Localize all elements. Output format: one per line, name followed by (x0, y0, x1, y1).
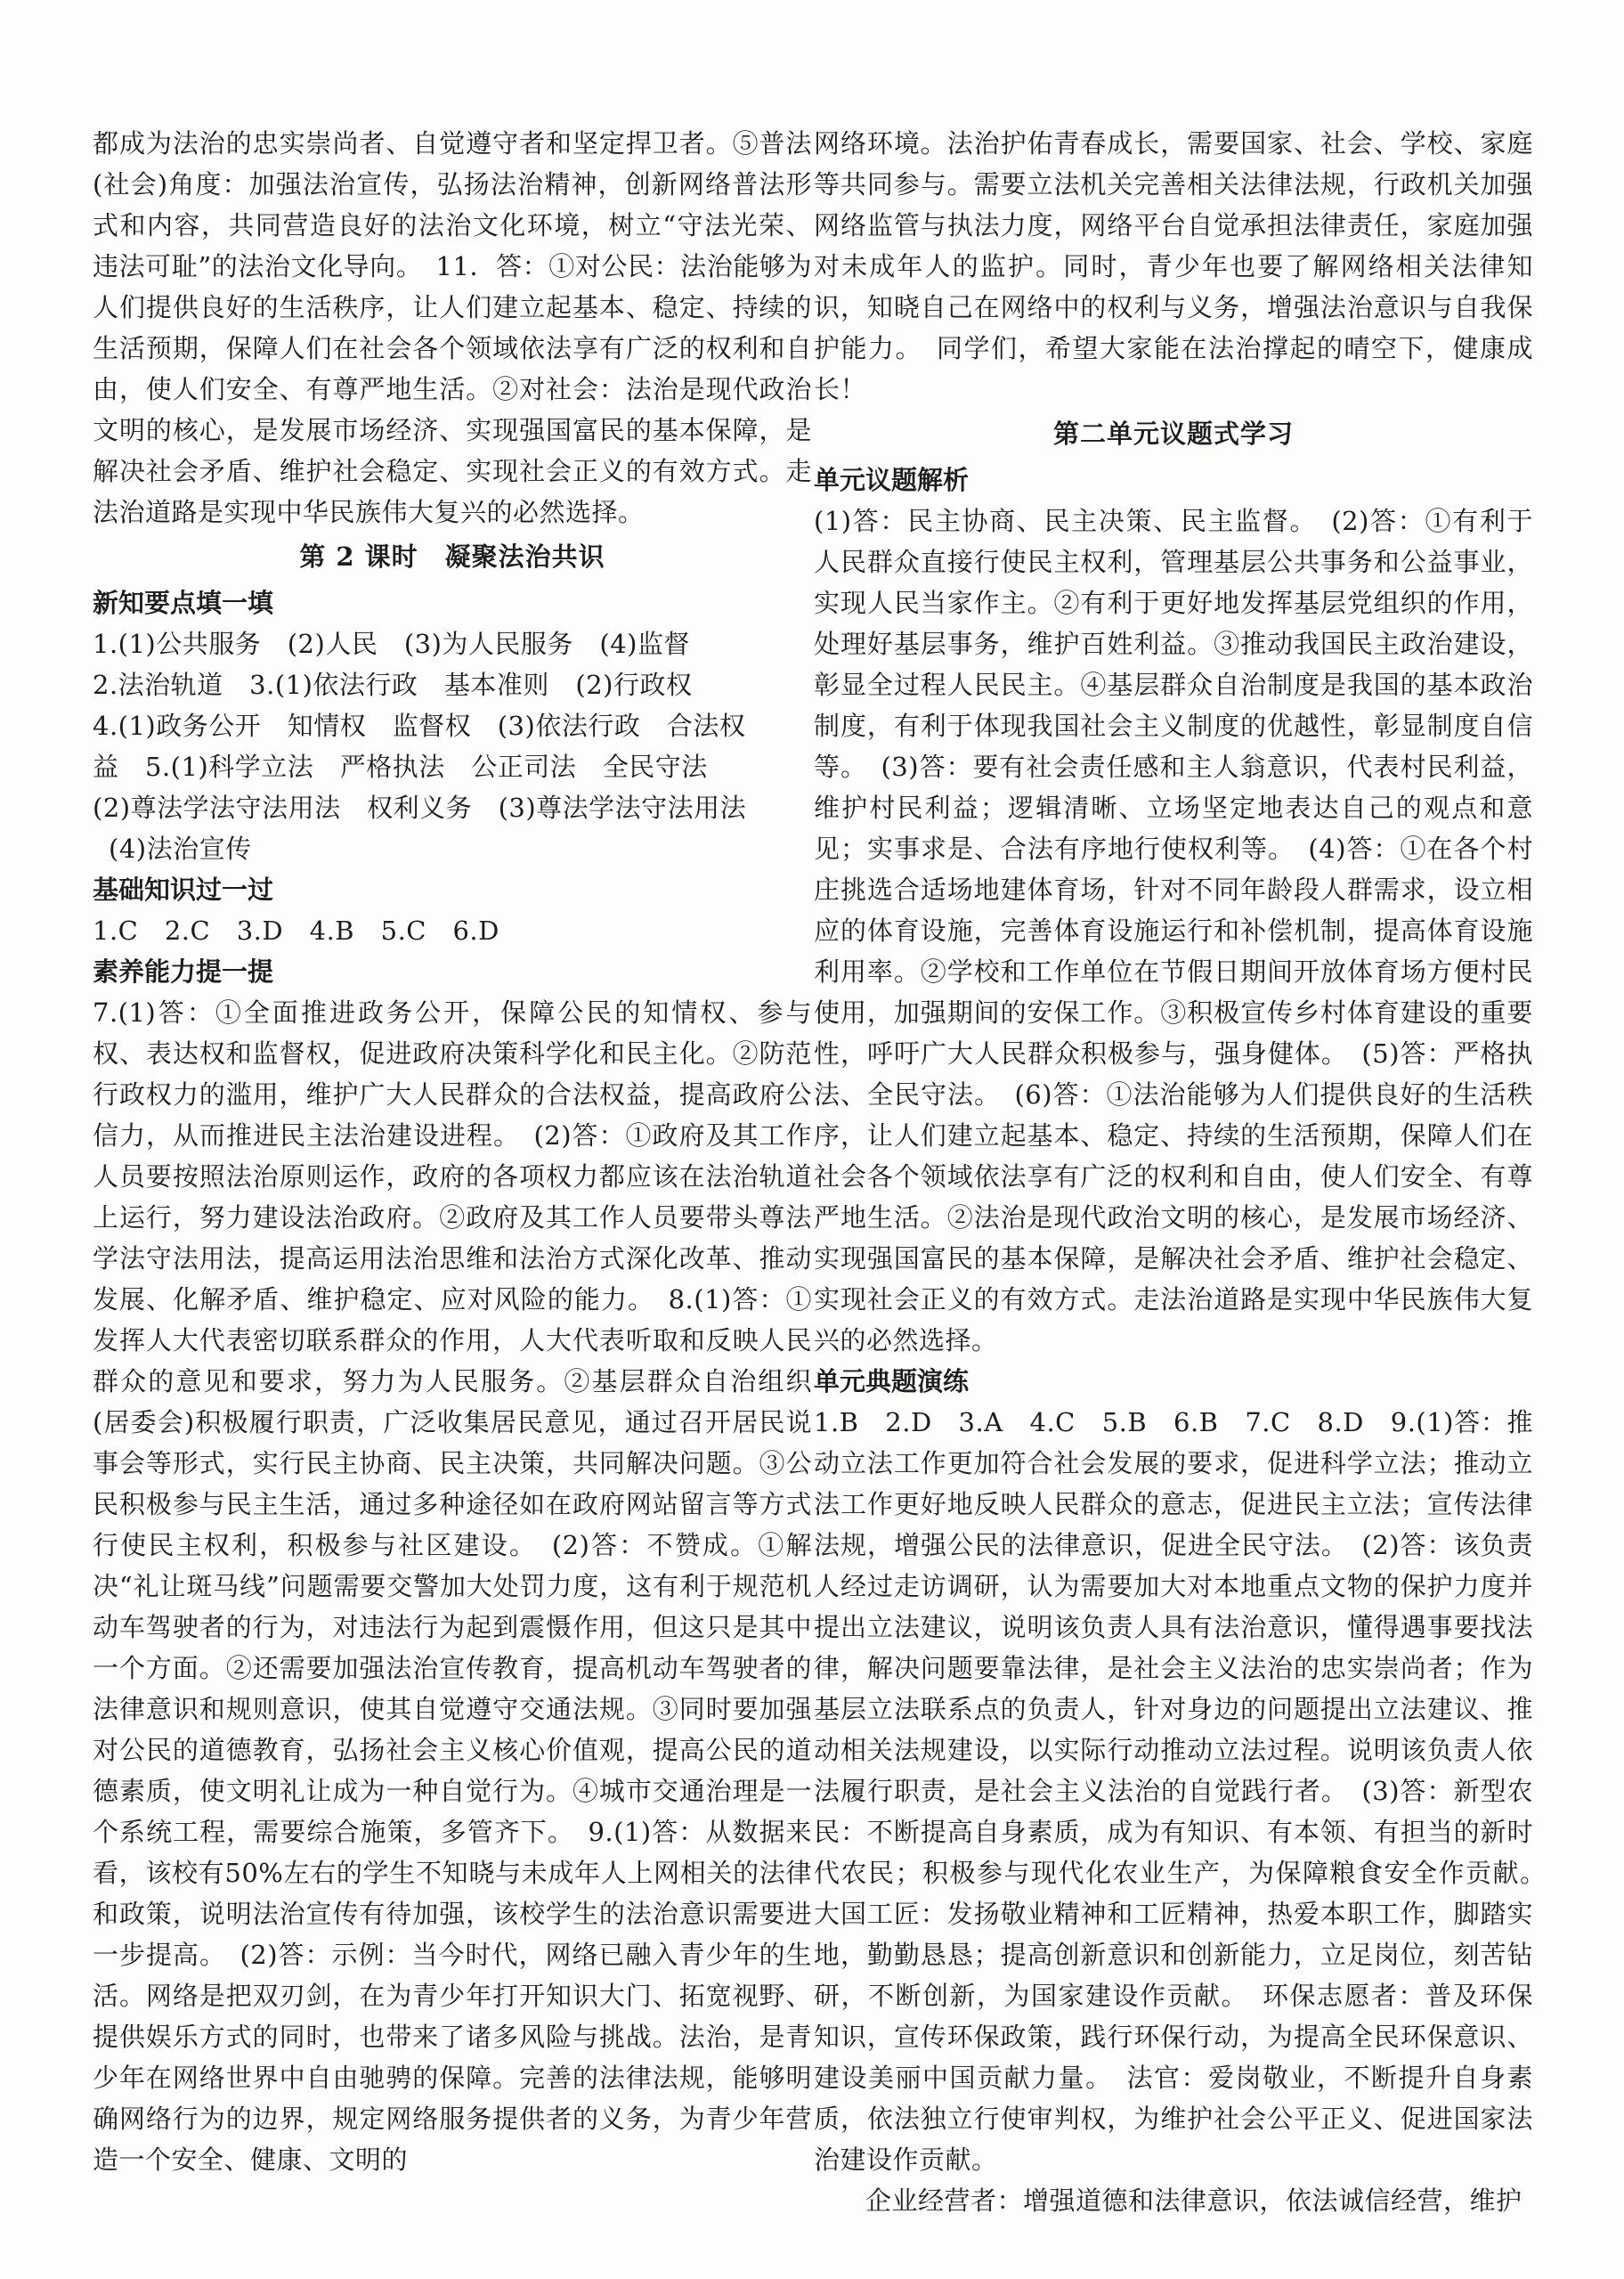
section-heading-analysis: 单元议题解析 (814, 465, 970, 495)
lesson-title: 第 2 课时 凝聚法治共识 (299, 541, 605, 572)
basic-answers: 1.C 2.C 3.D 4.B 5.C 6.D (93, 916, 499, 946)
new-points-line: 4.(1)政务公开 知情权 监督权 (3)依法行政 合法权 (93, 711, 746, 741)
practice-paragraph: 1.B 2.D 3.A 4.C 5.B 6.B 7.C 8.D 9.(1)答：推动立法工作更加符合社会发展的要求，促进科学立法；推动立法工作更好地反映人民群众的意志，促进民主立法；宣传法律法规，增强公民的法律意识，促进全民守法。 (2)答：该负责人经过走访调研，认为需要加大对本地重点文物的保护力度并提出立法建议，说明该负责人具有法治意识，懂得遇事要找法律，解决问题要靠法律，是社会主义法治的忠实崇尚者；作为基层立法联系点的负责人，针对身边的问题提出立法建议、推动相关法规建设，以实际行动推动立法过程。说明该负责人依法履行职责，是社会主义法治的自觉践行者。 (3)答：新型农民：不断提高自身素质，成为有知识、有本领、有担当的新时代农民；积极参与现代化农业生产，为保障粮食安全作贡献。 大国工匠：发扬敬业精神和工匠精神，热爱本职工作，脚踏实地，勤勤恳恳；提高创新意识和创新能力，立足岗位，刻苦钻研，不断创新，为国家建设作贡献。 环保志愿者：普及环保知识，宣传环保政策，践行环保行动，为提高全民环保意识、建设美丽中国贡献力量。 法官：爱岗敬业，不断提升自身素质，依法独立行使审判权，为维护社会公平正义、促进国家法治建设作贡献。 (814, 1407, 1560, 2175)
section-heading-practice: 单元典题演练 (814, 1366, 970, 1396)
new-points-line: (2)尊法学法守法用法 权利义务 (3)尊法学法守法用法 (93, 793, 747, 823)
final-paragraph: 企业经营者：增强道德和法律意识，依法诚信经营，维护 (865, 2185, 1522, 2216)
section-heading-ability: 素养能力提一提 (93, 956, 274, 987)
ability-answers-paragraph: 7.(1)答：①全面推进政务公开，保障公民的知情权、参与权、表达权和监督权，促进政府决策科学化和民主化。②防范行政权力的滥用，维护广大人民群众的合法权益，提高政府公信力，从而推进民主法治建设进程。 (2)答：①政府及其工作人员要按照法治原则运作，政府的各项权力都应该在法治轨道上运行，努力建设法治政府。②政府及其工作人员要带头尊法学法守法用法，提高运用法治思维和法治方式深化改革、推动发展、化解矛盾、维护稳定、应对风险的能力。 8.(1)答：①发挥人大代表密切联系群众的作用，人大代表听取和反映人民群众的意见和要求，努力为人民服务。②基层群众自治组织(居委会)积极履行职责，广泛收集居民意见，通过召开居民说事会等形式，实行民主协商、民主决策，共同解决问题。③公民积极参与民主生活，通过多种途径如在政府网站留言等方式行使民主权利，积极参与社区建设。 (2)答：不赞成。①解决“礼让斑马线”问题需要交警加大处罚力度，这有利于规范机动车驾驶者的行为，对违法行为起到震慑作用，但这只是其中一个方面。②还需要加强法治宣传教育，提高机动车驾驶者的法律意识和规则意识，使其自觉遵守交通法规。③同时要加强对公民的道德教育，弘扬社会主义核心价值观，提高公民的道德素质，使文明礼让成为一种自觉行为。④城市交通治理是一个系统工程，需要综合施策，多管齐下。 9.(1)答：从数据来看，该校有50%左右的学生不知晓与未成年人上网相关的法律和政策，说明法治宣传有待加强，该校学生的法治意识需要进一步提高。 (2)答：示例：当今时代，网络已融入青少年的生活。网络是把双刃剑，在为青少年打开知识大门、拓宽视野、提供娱乐方式的同时，也带来了诸多风险与挑战。法治，是青少年在网络世界中自由驰骋的保障。完善的法律法规，能够明确网络行为的边界，规定网络服务提供者的义务，为青少年营造一个安全、健康、文明的 (93, 997, 812, 2175)
section-heading-new-points: 新知要点填一填 (93, 588, 274, 618)
new-points-line: 2.法治轨道 3.(1)依法行政 基本准则 (2)行政权 (93, 670, 693, 700)
analysis-paragraph: (1)答：民主协商、民主决策、民主监督。 (2)答：①有利于人民群众直接行使民主权利，管理基层公共事务和公益事业，实现人民当家作主。②有利于更好地发挥基层党组织的作用，处理好基层事务，维护百姓利益。③推动我国民主政治建设，彰显全过程人民民主。④基层群众自治制度是我国的基本政治制度，有利于体现我国社会主义制度的优越性，彰显制度自信等。 (3)答：要有社会责任感和主人翁意识，代表村民利益，维护村民利益；逻辑清晰、立场坚定地表达自己的观点和意见；实事求是、合法有序地行使权利等。 (4)答：①在各个村庄挑选合适场地建体育场，针对不同年龄段人群需求，设立相应的体育设施，完善体育设施运行和补偿机制，提高体育设施利用率。②学校和工作单位在节假日期间开放体育场方便村民使用，加强期间的安保工作。③积极宣传乡村体育建设的重要性，呼吁广大人民群众积极参与，强身健体。 (5)答：严格执法、全民守法。 (6)答：①法治能够为人们提供良好的生活秩序，让人们建立起基本、稳定、持续的生活预期，保障人们在社会各个领域依法享有广泛的权利和自由，使人们安全、有尊严地生活。②法治是现代政治文明的核心，是发展市场经济、实现强国富民的基本保障，是解决社会矛盾、维护社会稳定、实现社会正义的有效方式。走法治道路是实现中华民族伟大复兴的必然选择。 (814, 506, 1533, 1355)
left-column (93, 123, 812, 2180)
new-points-line: 1.(1)公共服务 (2)人民 (3)为人民服务 (4)监督 (93, 629, 690, 659)
right-continued-paragraph: 网络环境。法治护佑青春成长，需要国家、社会、学校、家庭等共同参与。需要立法机关完善相关法律法规，行政机关加强网络监管与执法力度，网络平台自觉承担法律责任，家庭加强对未成年人的监护。同时，青少年也要了解网络相关法律知识，知晓自己在网络中的权利与义务，增强法治意识与自我保护能力。 同学们，希望大家能在法治撑起的晴空下，健康成长！ (814, 128, 1533, 404)
section-heading-basic: 基础知识过一过 (93, 875, 274, 905)
new-points-line: 益 5.(1)科学立法 严格执法 公正司法 全民守法 (93, 752, 708, 782)
unit-title: 第二单元议题式学习 (1052, 419, 1294, 449)
new-points-line: (4)法治宣传 (109, 834, 252, 864)
right-column (814, 123, 1560, 2221)
left-continued-paragraph: 都成为法治的忠实崇尚者、自觉遵守者和坚定捍卫者。⑤普法(社会)角度：加强法治宣传，弘扬法治精神，创新网络普法形式和内容，共同营造良好的法治文化环境，树立“守法光荣、违法可耻”的法治文化导向。 11．答：①对公民：法治能够为人们提供良好的生活秩序，让人们建立起基本、稳定、持续的生活预期，保障人们在社会各个领域依法享有广泛的权利和自由，使人们安全、有尊严地生活。②对社会：法治是现代政治文明的核心，是发展市场经济、实现强国富民的基本保障，是解决社会矛盾、维护社会稳定、实现社会正义的有效方式。走法治道路是实现中华民族伟大复兴的必然选择。 (93, 128, 812, 527)
